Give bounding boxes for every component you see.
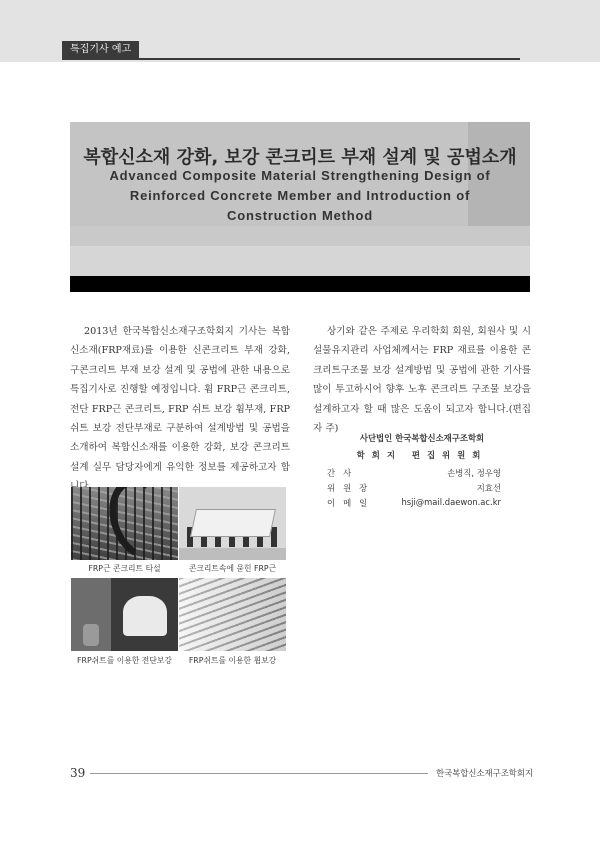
committee-rows <box>313 467 531 512</box>
committee-role: 위원장 <box>327 483 376 493</box>
photo-shear-strengthening <box>71 578 178 651</box>
committee-block <box>313 432 531 512</box>
committee-value: 지효선 <box>476 483 501 493</box>
committee-value: 손병직, 정우영 <box>447 468 501 478</box>
title-underbar <box>70 276 530 292</box>
page-number: 39 <box>70 766 86 780</box>
photo-flexural-strengthening <box>179 578 286 651</box>
committee-row-secretary <box>313 467 531 482</box>
committee-row-email <box>313 497 531 512</box>
photo-shading <box>179 578 286 651</box>
photo-base <box>179 548 286 560</box>
title-english: Advanced Composite Material Strengthening Design of Reinforced Concrete Member and Introduction of Construction Method <box>109 168 491 223</box>
figure-caption: FRP근 콘크리트 타설 <box>88 564 161 573</box>
committee-role: 간사 <box>327 468 360 478</box>
intro-paragraph: 2013년 한국복합신소재구조학회지 기사는 복합신소재(FRP재료)를 이용한 신콘크리트 부재 강화, 구콘크리트 부재 보강 설계 및 공법에 관한 내용으로 특집기사로 진행할 예정입니다. 휨 FRP근 콘크리트, 전단 FRP근 콘크리트, FRP 쉬트 보강 휨부재, FRP 쉬트 보강 전단부재로 구분하여 설계방법 및 공법을 소개하여 복합신소재를 이용한 강화, 보강 콘크리트 설계 실무 담당자에게 유익한 정보를 제공하고자 합 <box>70 326 290 473</box>
committee-role: 이메일 <box>327 498 376 508</box>
committee-email[interactable]: hsji@mail.daewon.ac.kr <box>401 497 501 507</box>
committee-row-chair <box>313 482 531 497</box>
photo-frp-rebar-pouring <box>71 487 178 560</box>
photo-worker <box>123 596 167 636</box>
figure-caption: FRP쉬트를 이용한 휨보강 <box>188 656 277 665</box>
figure-caption: FRP쉬트를 이용한 전단보강 <box>77 656 172 665</box>
photo-concrete-block <box>190 509 276 537</box>
committee-organization: 사단법인 한국복합신소재구조학회 <box>359 433 485 443</box>
footer-journal-name: 한국복합신소재구조학회지 <box>436 768 534 778</box>
section-tab: 특집기사 예고 <box>62 41 139 59</box>
photo-frp-rebar-embedded <box>179 487 286 560</box>
header-rule <box>62 58 520 60</box>
photo-resin-can <box>83 624 99 646</box>
committee-board: 학회지 편집위원회 <box>356 450 488 460</box>
footer-rule <box>90 773 428 774</box>
figure-caption: 콘크리트속에 묻힌 FRP근 <box>188 564 277 573</box>
call-paragraph: 상기와 같은 주제로 우리학회 회원, 회원사 및 시설물유지관리 사업체께서는 FRP 재료를 이용한 콘크리트구조물 보강 설계방법 및 공법에 관한 기사를 많이 투고하시어 향후 노후 콘크리트 구조물 보강을 설계하고자 할 때 많은 도움이 되고자 합니다.(편집자 주) <box>313 326 531 435</box>
title-korean: 복합신소재 강화, 보강 콘크리트 부재 설계 및 공법소개 <box>83 147 517 168</box>
